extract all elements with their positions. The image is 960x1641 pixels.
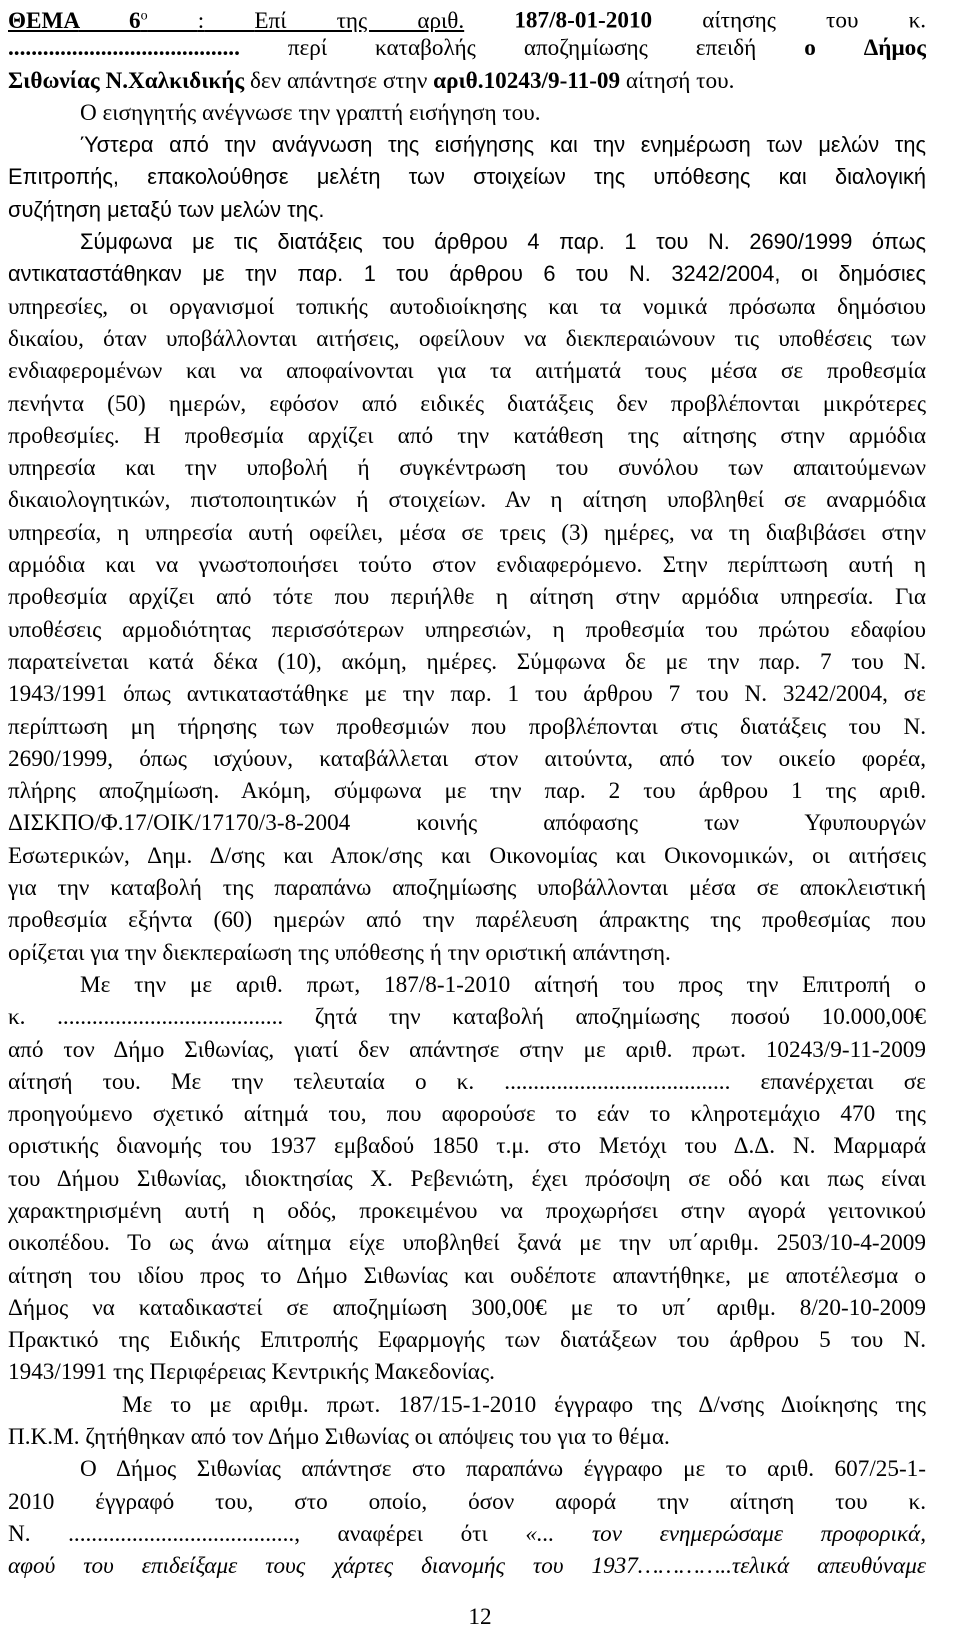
paragraph-line: προθεσμίες. Η προθεσμία αρχίζει από την κατάθεση της αίτησης στην αρμόδια: [8, 422, 926, 449]
paragraph-line: Με το με αριθμ. πρωτ. 187/15-1-2010 έγγραφο της Δ/νσης Διοίκησης της: [122, 1391, 926, 1418]
paragraph-line: Με την με αριθ. πρωτ, 187/8-1-2010 αίτησή του προς την Επιτροπή ο: [80, 971, 926, 998]
paragraph-line: πλήρης αποζημίωση. Ακόμη, σύμφωνα με την παρ. 2 του άρθρου 1 της αριθ.: [8, 778, 926, 805]
theme-heading-line: ΘΕΜΑ $6^o$ : Επί της αριθ. 187/8-01-2010 αίτησης του κ.: [8, 7, 926, 33]
paragraph-line: Σύμφωνα με τις διατάξεις του άρθρου 4 παρ. 1 του Ν. 2690/1999 όπως: [80, 229, 926, 255]
paragraph-line: Ο Δήμος Σιθωνίας απάντησε στο παραπάνω έγγραφο με το αριθ. 607/25-1-: [80, 1456, 926, 1483]
paragraph-line: Πρακτικό της Ειδικής Επιτροπής Εφαρμογής των διατάξεων του άρθρου 5 του Ν.: [8, 1327, 926, 1354]
page-number: 12: [468, 1604, 492, 1630]
paragraph-line: ΔΙΣΚΠΟ/Φ.17/ΟΙΚ/17170/3-8-2004 κοινής απόφασης των Υφυπουργών: [8, 810, 926, 837]
paragraph-line: αίτησή του. Με την τελευταία ο κ. ....................................... επανέρχεται σε: [8, 1068, 926, 1095]
paragraph-line: περίπτωση μη τήρησης των προθεσμιών που προβλέπονται στις διατάξεις του Ν.: [8, 713, 926, 740]
paragraph-line: από τον Δήμο Σιθωνίας, γιατί δεν απάντησε στην με αριθ. πρωτ. 10243/9-11-2009: [8, 1036, 926, 1063]
paragraph-line: παρατείνεται κατά δέκα (10), ακόμη, ημέρες. Σύμφωνα δε με την παρ. 7 του Ν.: [8, 648, 926, 675]
paragraph-line: για την καταβολή της παραπάνω αποζημίωσης υποβάλλονται μέσα σε αποκλειστική: [8, 875, 926, 902]
paragraph-line: χαρακτηρισμένη αυτή η οδός, προκειμένου να προχωρήσει στην αγορά γειτονικού: [8, 1197, 926, 1224]
paragraph-line: προηγούμενο σχετικό αίτημά του, που αφορούσε το εάν το κληροτεμάχιο 470 της: [8, 1101, 926, 1128]
paragraph-line: αντικαταστάθηκαν με την παρ. 1 του άρθρου 6 του Ν. 3242/2004, οι δημόσιες: [8, 261, 926, 287]
theme-heading-line-3: Σιθωνίας Ν.Χαλκιδικής δεν απάντησε στην αριθ.10243/9-11-09 αίτησή του.: [8, 67, 735, 94]
paragraph-line: πενήντα (50) ημερών, εφόσον από ειδικές διατάξεις δεν προβλέπονται μικρότερες: [8, 390, 926, 417]
paragraph-line: υποθέσεις αρμοδιότητας περισσότερων υπηρεσιών, η προθεσμία του πρώτου εδαφίου: [8, 616, 926, 643]
paragraph-line: Εσωτερικών, Δημ. Δ/σης και Αποκ/σης και Οικονομίας και Οικονομικών, οι αιτήσεις: [8, 842, 926, 869]
paragraph-line: αίτηση του ιδίου προς το Δήμο Σιθωνίας και ουδέποτε απαντήθηκε, με αποτέλεσμα ο: [8, 1262, 926, 1289]
paragraph-line: υπηρεσία και την υποβολή ή συγκέντρωση του συνόλου των απαιτούμενων: [8, 455, 926, 482]
paragraph-line: αρμόδια και να γνωστοποιήσει τούτο στον ενδιαφερόμενο. Στην περίπτωση αυτή η: [8, 552, 926, 579]
paragraph-line: κ. ....................................... ζητά την καταβολή αποζημίωσης ποσού 10.000,00€: [8, 1004, 926, 1031]
theme-heading-line-2: ........................................ περί καταβολής αποζημίωσης επειδή ο Δήμος: [8, 35, 926, 62]
paragraph-line: δικαιολογητικών, πιστοποιητικών ή στοιχείων. Αν η αίτηση υποβληθεί σε αναρμόδια: [8, 487, 926, 514]
rapporteur-line: Ο εισηγητής ανέγνωσε την γραπτή εισήγηση του.: [80, 99, 541, 126]
paragraph-line: Δήμος να καταδικαστεί σε αποζημίωση 300,00€ με το υπ΄ αριθμ. 8/20-10-2009: [8, 1294, 926, 1321]
paragraph-line: Ν. ......................................., αναφέρει ότι «... τον ενημερώσαμε προφορικά,: [8, 1520, 926, 1547]
paragraph-line: 2690/1999, όπως ισχύουν, καταβάλλεται στον αιτούντα, από τον οικείο φορέα,: [8, 745, 926, 772]
paragraph-line: Π.Κ.Μ. ζητήθηκαν από τον Δήμο Σιθωνίας οι απόψεις του για το θέμα.: [8, 1424, 670, 1451]
paragraph-line: υπηρεσίες, οι οργανισμοί τοπικής αυτοδιοίκησης και τα νομικά πρόσωπα δημόσιου: [8, 293, 926, 320]
paragraph-line: Επιτροπής, επακολούθησε μελέτη των στοιχείων της υπόθεσης και διαλογική: [8, 164, 926, 190]
paragraph-line: οριστικής διανομής του 1937 εμβαδού 1850 τ.μ. στο Μετόχι του Δ.Δ. Ν. Μαρμαρά: [8, 1133, 926, 1160]
paragraph-line: 1943/1991 της Περιφέρειας Κεντρικής Μακεδονίας.: [8, 1359, 495, 1386]
paragraph-line: δικαίου, όταν υποβάλλονται αιτήσεις, οφείλουν να διεκπεραιώνουν τις υποθέσεις των: [8, 325, 926, 352]
paragraph-line: συζήτηση μεταξύ των μελών της.: [8, 196, 325, 222]
paragraph-line: οικοπέδου. Το ως άνω αίτημα είχε υποβληθεί ξανά με την υπ΄αριθμ. 2503/10-4-2009: [8, 1230, 926, 1257]
paragraph-line: ενδιαφερομένων και να αποφαίνονται για τα αιτήματά τους μέσα σε προθεσμία: [8, 358, 926, 385]
paragraph-line: ορίζεται για την διεκπεραίωση της υπόθεσης ή την οριστική απάντηση.: [8, 939, 671, 966]
paragraph-line: αφού του επιδείξαμε τους χάρτες διανομής του 1937…………..τελικά απευθύναμε: [8, 1553, 926, 1580]
paragraph-line: προθεσμία εξήντα (60) ημερών από την παρέλευση άπρακτης της προθεσμίας που: [8, 907, 926, 934]
paragraph-line: Ύστερα από την ανάγνωση της εισήγησης και την ενημέρωση των μελών της: [80, 132, 926, 158]
paragraph-line: προθεσμία αρχίζει από τότε που περιήλθε η αίτηση στην αρμόδια υπηρεσία. Για: [8, 584, 926, 611]
paragraph-line: υπηρεσία, η υπηρεσία αυτή οφείλει, μέσα σε τρεις (3) ημέρες, να τη διαβιβάσει στην: [8, 519, 926, 546]
paragraph-line: 1943/1991 όπως αντικαταστάθηκε με την παρ. 1 του άρθρου 7 του Ν. 3242/2004, σε: [8, 681, 926, 708]
theme-label: ΘΕΜΑ $6^o$ : Επί της αριθ.: [8, 7, 465, 33]
paragraph-line: του Δήμου Σιθωνίας, ιδιοκτησίας Χ. Ρεβενιώτη, έχει πρόσοψη σε οδό και πως είναι: [8, 1165, 926, 1192]
paragraph-line: 2010 έγγραφό του, στο οποίο, όσον αφορά την αίτηση του κ.: [8, 1488, 926, 1515]
